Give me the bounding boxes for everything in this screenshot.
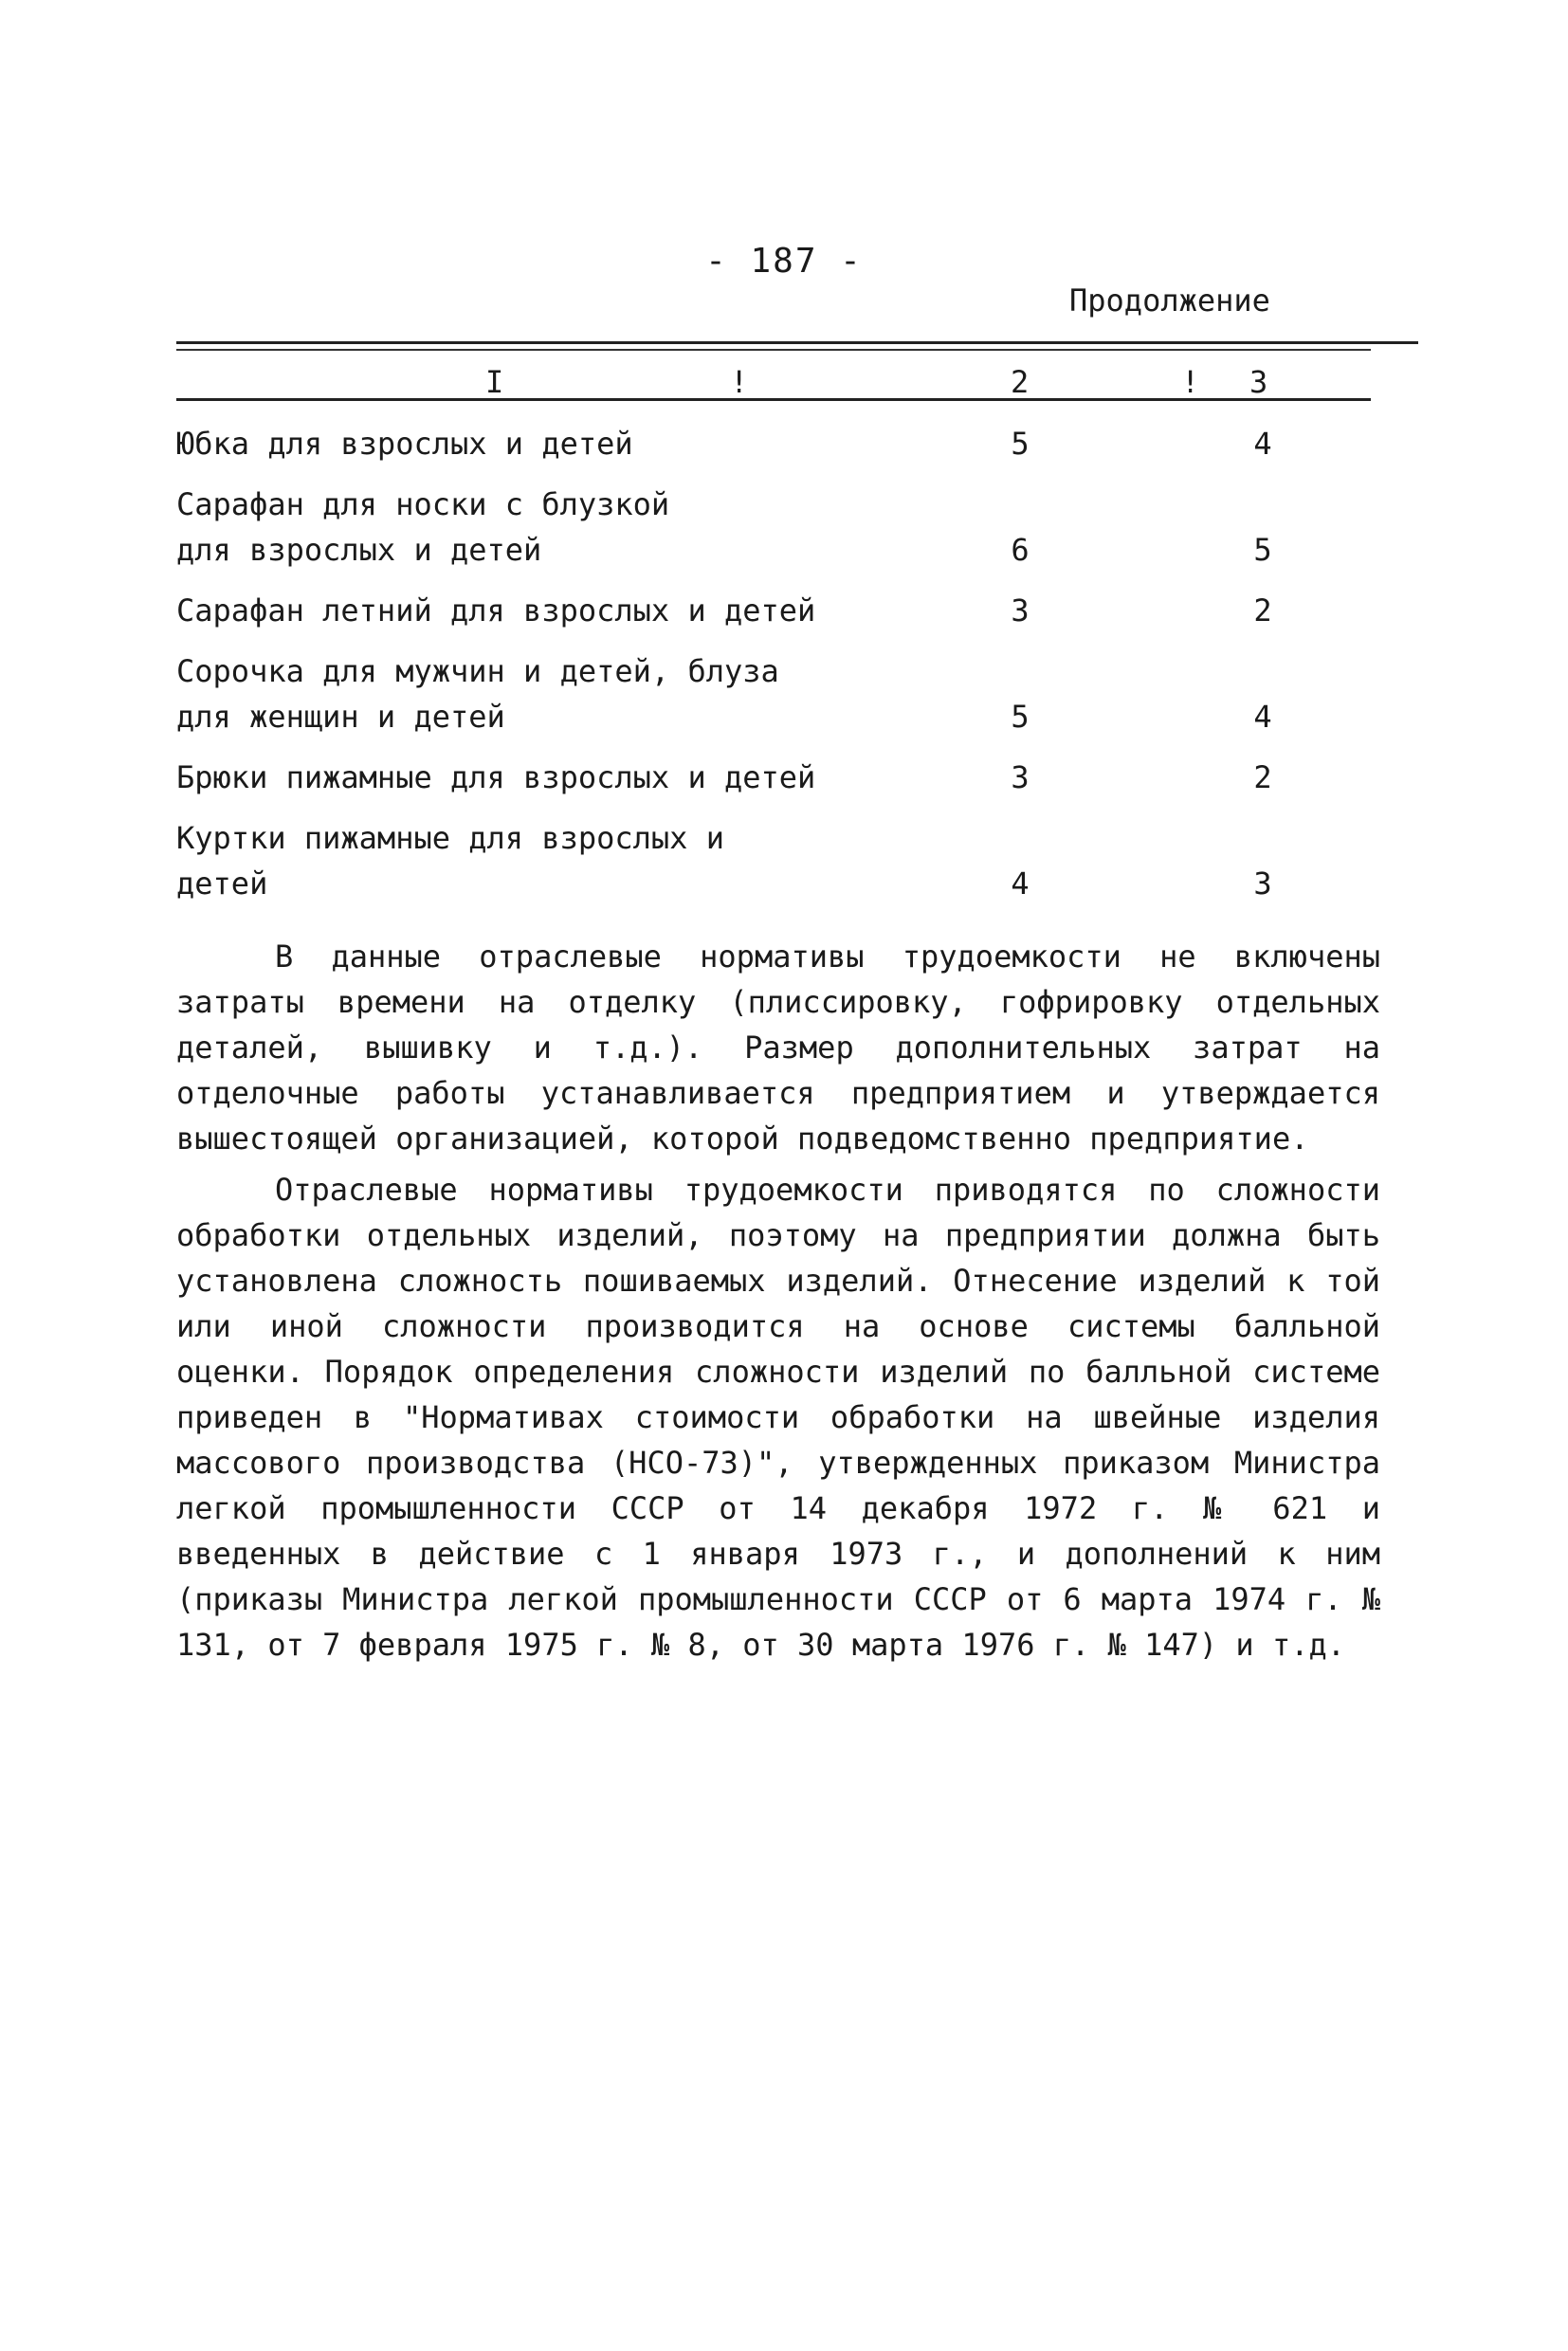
row-value-col3: 2 [1253,592,1272,629]
header-col-3: 3 [1249,364,1268,400]
table-row [176,588,1371,633]
row-value-col3: 4 [1253,426,1272,462]
table-top-rule [176,341,1418,344]
table-top-rule-inner [176,349,1371,351]
table-row [176,648,1371,739]
row-value-col2: 6 [1011,532,1030,568]
header-separator-2: ! [1181,364,1200,400]
paragraph-exclusions: В данные отраслевые нормативы трудоемкости не включены затраты времени на отделку (плиссировку, гофрировку отдельных деталей, вышивку и т.д.). Размер дополнительных затрат на отделочные работы устанавливается предприятием и утверждается вышестоящей организацией, которой подведомственно предприятие. [176,939,1380,1157]
row-value-col2: 3 [1011,592,1030,629]
header-separator-1: ! [730,364,749,400]
page-number: - 187 - [705,242,863,281]
row-value-col3: 5 [1253,532,1272,568]
row-value-col3: 3 [1253,866,1272,902]
table-body [176,406,1418,906]
row-value-col2: 5 [1011,426,1030,462]
paragraph-complexity: Отраслевые нормативы трудоемкости приводятся по сложности обработки отдельных изделий, поэтому на предприятии должна быть установлена сложность пошиваемых изделий. Отнесение изделий к той или иной сложности производится на основе системы балльной оценки. Порядок определения сложности изделий по балльной системе приведен в "Нормативах стоимости обработки на швейные изделия массового производства (НСО-73)", утвержденных приказом Министра легкой промышленности СССР от 14 декабря 1972 г. № 621 и введенных в действие с 1 января 1973 г., и дополнений к ним (приказы Министра легкой промышленности СССР от 6 марта 1974 г. № 131, от 7 февраля 1975 г. № 8, от 30 марта 1976 г. № 147) и т.д. [176,1172,1380,1663]
row-value-col2: 5 [1011,699,1030,735]
row-label: Сарафан летний для взрослых и детей [176,592,816,629]
table-row [176,815,1371,906]
row-label: Куртки пижамные для взрослых и детей [176,820,724,902]
row-value-col2: 3 [1011,759,1030,795]
row-value-col2: 4 [1011,866,1030,902]
row-label: Сарафан для носки с блузкой для взрослых и детей [176,486,670,568]
table-header-rule [176,398,1371,401]
row-label: Брюки пижамные для взрослых и детей [176,759,816,795]
header-col-1: I [485,364,504,400]
table-row [176,421,1371,466]
row-value-col3: 2 [1253,759,1272,795]
table-header-row [176,355,1371,404]
table-row [176,482,1371,573]
row-value-col3: 4 [1253,699,1272,735]
row-label: Сорочка для мужчин и детей, блуза для женщин и детей [176,653,779,735]
header-col-2: 2 [1011,364,1030,400]
continuation-label: Продолжение [1069,282,1270,319]
table-row [176,755,1371,800]
body-text [176,934,1380,1673]
row-label: Юбка для взрослых и детей [176,426,633,462]
